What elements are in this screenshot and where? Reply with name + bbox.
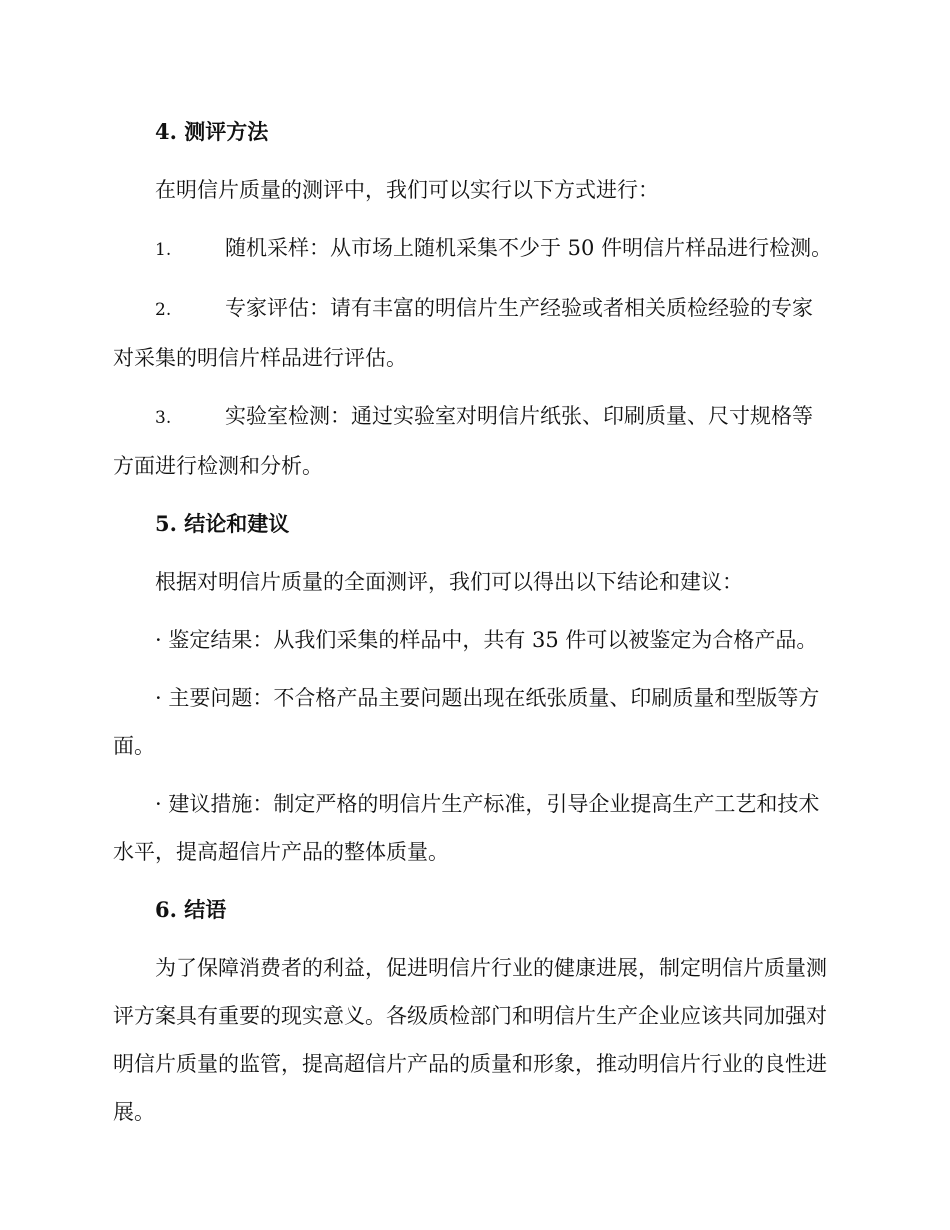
document-content xyxy=(113,108,833,1136)
numbered-list-item xyxy=(113,284,833,382)
bullet-list-item: · 鉴定结果：从我们采集的样品中，共有 35 件可以被鉴定为合格产品。 xyxy=(155,628,818,652)
section-heading-closing: 6. 结语 xyxy=(155,897,227,922)
list-number: 1. xyxy=(155,240,172,260)
section-heading-conclusion: 5. 结论和建议 xyxy=(155,511,290,536)
list-item-text: 专家评估：请有丰富的明信片生产经验或者相关质检经验的专家对采集的明信片样品进行评估。 xyxy=(113,296,813,370)
list-item-text: 随机采样：从市场上随机采集不少于 50 件明信片样品进行检测。 xyxy=(225,236,833,260)
bullet-list-item: · 建议措施：制定严格的明信片生产标准，引导企业提高生产工艺和技术水平，提高超信片产品的整体质量。 xyxy=(113,792,820,864)
numbered-list-item xyxy=(113,224,833,274)
list-item-text: 实验室检测：通过实验室对明信片纸张、印刷质量、尺寸规格等方面进行检测和分析。 xyxy=(113,404,813,478)
numbered-list-item xyxy=(113,392,833,490)
section-intro-paragraph: 在明信片质量的测评中，我们可以实行以下方式进行： xyxy=(155,178,659,202)
bullet-list-item: · 主要问题：不合格产品主要问题出现在纸张质量、印刷质量和型版等方面。 xyxy=(113,686,820,758)
closing-paragraph: 为了保障消费者的利益，促进明信片行业的健康进展，制定明信片质量测评方案具有重要的现实意义。各级质检部门和明信片生产企业应该共同加强对明信片质量的监管，提高超信片产品的质量和形象，推动明信片行业的良性进展。 xyxy=(113,956,827,1124)
list-number: 2. xyxy=(155,300,172,320)
section-heading-evaluation-method: 4. 测评方法 xyxy=(155,119,269,144)
section-intro-paragraph: 根据对明信片质量的全面测评，我们可以得出以下结论和建议： xyxy=(155,570,743,594)
list-number: 3. xyxy=(155,408,172,428)
